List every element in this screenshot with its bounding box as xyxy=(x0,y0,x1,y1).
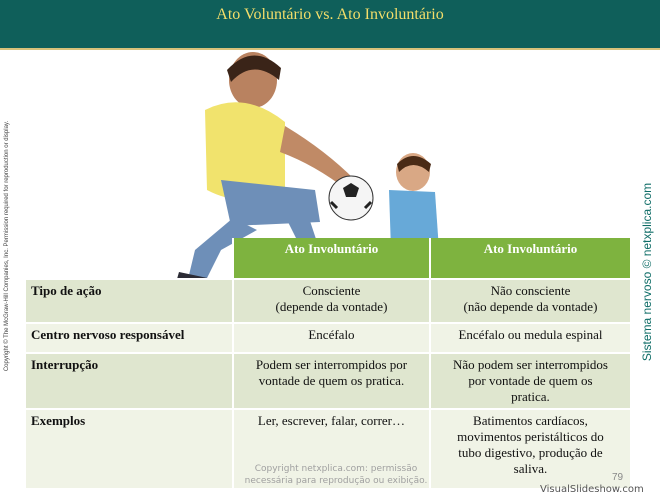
cell-line: Consciente xyxy=(302,283,361,298)
cell-line: (depende da vontade) xyxy=(275,299,388,314)
table-cell xyxy=(430,409,630,488)
cell-line: pratica. xyxy=(511,389,550,404)
cell-line: Ler, escrever, falar, correr… xyxy=(257,413,406,428)
row-label: Tipo de ação xyxy=(26,279,233,323)
copyright-vertical-text: Copyright © The McGraw-Hill Companies, Inc. Permission required for reproduction or display. xyxy=(4,120,10,372)
watermark-line: necessária para reprodução ou exibição. xyxy=(244,476,428,486)
table-corner xyxy=(26,238,233,279)
cell-line: tubo digestivo, produção de xyxy=(458,445,603,460)
cell-line: Encéfalo ou medula espinal xyxy=(458,327,603,342)
table-row xyxy=(26,323,630,353)
row-label: Centro nervoso responsável xyxy=(26,323,233,353)
cell-line: saliva. xyxy=(513,461,548,476)
watermark-line: Copyright netxplica.com: permissão xyxy=(254,464,418,474)
cell-line: vontade de quem os pratica. xyxy=(258,373,405,388)
column-header: Ato Involuntário xyxy=(233,238,430,279)
comparison-table xyxy=(26,238,630,488)
table-cell xyxy=(430,353,630,409)
cell-line: (não depende da vontade) xyxy=(463,299,598,314)
table-cell xyxy=(430,279,630,323)
row-label: Exemplos xyxy=(26,409,233,488)
cell-line: Encéfalo xyxy=(308,327,355,342)
column-header: Ato Involuntário xyxy=(430,238,630,279)
table-cell xyxy=(233,279,430,323)
cell-line: Não consciente xyxy=(490,283,571,298)
table-header-row xyxy=(26,238,630,279)
cell-line: Não podem ser interrompidos xyxy=(453,357,608,372)
page-number: 79 xyxy=(612,472,624,483)
watermark xyxy=(236,463,436,487)
cell-line: Batimentos cardíacos, xyxy=(473,413,588,428)
table-cell xyxy=(233,353,430,409)
cell-line: movimentos peristálticos do xyxy=(457,429,604,444)
side-credit-text: Sistema nervoso © netxplica.com xyxy=(640,182,654,362)
table-row xyxy=(26,353,630,409)
cell-line: por vontade de quem os xyxy=(468,373,593,388)
row-label: Interrupção xyxy=(26,353,233,409)
cell-line: Podem ser interrompidos por xyxy=(255,357,408,372)
table-row xyxy=(26,279,630,323)
slide-title: Ato Voluntário vs. Ato Involuntário xyxy=(216,6,444,23)
table-cell xyxy=(233,323,430,353)
site-credit: VisualSlideshow.com xyxy=(540,484,644,495)
table-cell xyxy=(430,323,630,353)
